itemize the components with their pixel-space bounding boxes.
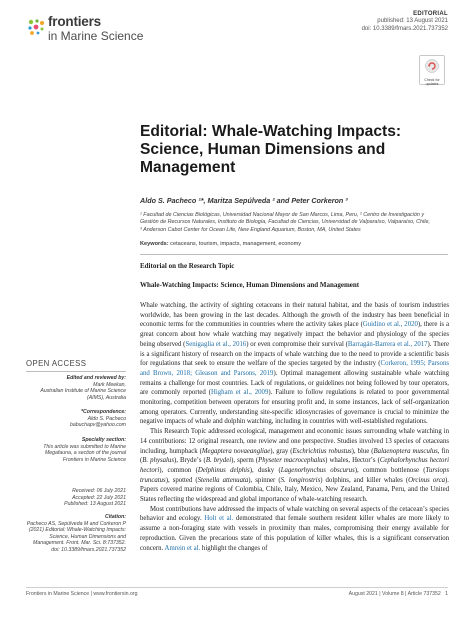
affiliation-line: ¹ Facultad de Ciencias Biológicas, Universidad Nacional Mayor de San Marcos, Lima, Peru, ² Centro de Investigación y xyxy=(140,212,425,218)
correspondence-email[interactable]: babuchapv@yahoo.com xyxy=(69,422,126,429)
keywords-label: Keywords: xyxy=(140,241,169,247)
dates-block: Received: 06 July 2021 Accepted: 22 July 2021 Published: 13 August 2021 xyxy=(64,488,126,508)
article-type: EDITORIAL xyxy=(413,11,448,17)
footer-volume: August 2021 | Volume 8 | Article 737352 1 xyxy=(348,591,448,597)
citation-link[interactable]: Senigaglia et al., 2016 xyxy=(185,340,247,348)
paragraph: This Research Topic addressed ecological, management and economic issues surrounding whale watching in 14 contributions: 12 original research, one review and one perspective. Studies involved 13 species of cetaceans including, humpback (Megaptera novaeangliae), gray (Eschrichtius robustus), blue (Balaenoptera musculus, fin (B. physalus), Brydeʼs (B. brydei), sperm (Physeter macrocephalus) whales, Hectorʼs (Cephalorhynchus hectori hectori), common (Delphinus delphis), dusky (Lagenorhynchus obscurus), common bottlenose (Tursiops truncatus), spotted (Stenella attenuata), spinner (S. longirostris) dolphins, and killer whales (Orcinus orca). Papers covered marine regions of Colombia, Chile, Italy, Mexico, New Zealand, Panama, Peru, and the United States reflecting the widespread and global importance of whale-watching research. xyxy=(140,428,449,504)
footer-journal[interactable]: Frontiers in Marine Science | www.frontiersin.org xyxy=(26,591,138,597)
paragraph: Whale watching, the activity of sighting cetaceans in their natural habitat, and the basis of tourism industries worldwide, has been growing in the last decades. Although the growth of the industry has been beneficial in economic terms for the communities in countries where the activity takes place (Guidino et al., 2020), there is a great concern about how whale watching may negatively impact the behavior and physiology of the species being observed (Senigaglia et al., 2016) or even compromise their survival (Barragán-Barrera et al., 2017). There is a significant history of research on the impacts of whale watching due to the need to provide a scientific basis for regulations that seek to ensure the welfare of the species targeted by the industry (Corkeron, 1995; Parsons and Brown, 2018; Gleason and Parsons, 2019). Optimal management allowing sustainable whale watching remains a challenge for most countries. Lack of regulations, or guidelines not being followed by tour operators, are commonly reported (Higham et al., 2009). Failure to follow regulations is related to poor governmental monitoring, competition between operators for ensuring profit and, in some instances, lack of self-organization among operators. Currently, understanding site-specific idiosyncrasies of governance is crucial to minimize the negative impacts of whale and dolphin watching, including in countries with well-established regulations. xyxy=(140,302,450,426)
article-doi[interactable]: doi: 10.3389/fmars.2021.737352 xyxy=(361,25,448,32)
check-updates-badge[interactable] xyxy=(419,55,445,85)
citation-link[interactable]: Higham et al., 2009 xyxy=(210,389,269,397)
affiliations xyxy=(140,212,450,234)
published-date: published: 13 August 2021 xyxy=(377,18,448,25)
sidebar-divider xyxy=(26,371,126,372)
journal-name: in Marine Science xyxy=(48,29,144,43)
affiliation-line: ³ Anderson Cabot Center for Ocean Life, New England Aquarium, Boston, MA, United States xyxy=(140,226,361,233)
citation-link[interactable]: Barragán-Barrera et al., 2017 xyxy=(347,340,428,348)
citation-link[interactable]: Guidino et al., 2020 xyxy=(362,321,418,329)
frontiers-logo-icon xyxy=(26,17,46,37)
brand-name: frontiers xyxy=(48,14,101,29)
page-number: 1 xyxy=(445,591,448,597)
author-list[interactable]: Aldo S. Pacheco ¹*, Maritza Sepúlveda ² and Peter Corkeron ³ xyxy=(140,196,348,205)
edited-by-block: Edited and reviewed by: Mark Meekan, Australian Institute of Marine Science (AIMS), Australia xyxy=(40,375,126,401)
keywords-text: cetaceans, tourism, impacts, management, economy xyxy=(170,241,302,247)
correspondence-block: *Correspondence: Aldo S. Pacheco babuchapv@yahoo.com xyxy=(26,409,126,429)
affiliation-line: Gestión de Recursos Naturales, Instituto de Biología, Facultad de Ciencias, Universidad de Valparaíso, Valparaíso, Chile, xyxy=(140,219,430,226)
article-body xyxy=(140,301,449,553)
research-topic-title[interactable]: Whale-Watching Impacts: Science, Human Dimensions and Management xyxy=(140,281,360,289)
specialty-section-block: Specialty section: This article was submitted to Marine Megafauna, a section of the journal Frontiers in Marine Science xyxy=(43,437,126,463)
research-topic-heading: Editorial on the Research Topic xyxy=(140,262,235,270)
citation-block: Citation: Pacheco AS, Sepúlveda M and Corkeron P (2021) Editorial: Whale-Watching Impacts: Science, Human Dimensions and Management. Front. Mar. Sci. 8:737352. doi: 10.3389/fmars.2021.737352 xyxy=(26,514,126,553)
keywords xyxy=(140,241,301,247)
article-title: Editorial: Whale-Watching Impacts: Science, Human Dimensions and Management xyxy=(140,123,402,177)
divider xyxy=(140,254,448,255)
article-meta xyxy=(362,11,448,33)
open-access-label: OPEN ACCESS xyxy=(26,359,87,368)
paragraph: Most contributions have addressed the impacts of whale watching on several aspects of the cetaceanʼs species behavior and ecology. Holt et al. demonstrated that female southern resident killer whales are more likely to assume a non-foraging state with vessels in proximity than males, compromising their energy available for reproduction. Given the precarious state of this population of killer whales, this is a significant conservation concern. Amrein et al. highlight the changes of xyxy=(140,505,449,552)
citation-link[interactable]: Corkeron, 1995; Parsons and Brown, 2018; Gleason and Parsons, 2019 xyxy=(140,360,449,377)
footer-divider xyxy=(26,587,448,588)
refresh-icon xyxy=(425,59,439,73)
check-updates-label: Check for updates xyxy=(424,78,440,86)
citation-link[interactable]: Holt et al. xyxy=(204,515,234,523)
citation-link[interactable]: Amrein et al. xyxy=(164,544,201,552)
